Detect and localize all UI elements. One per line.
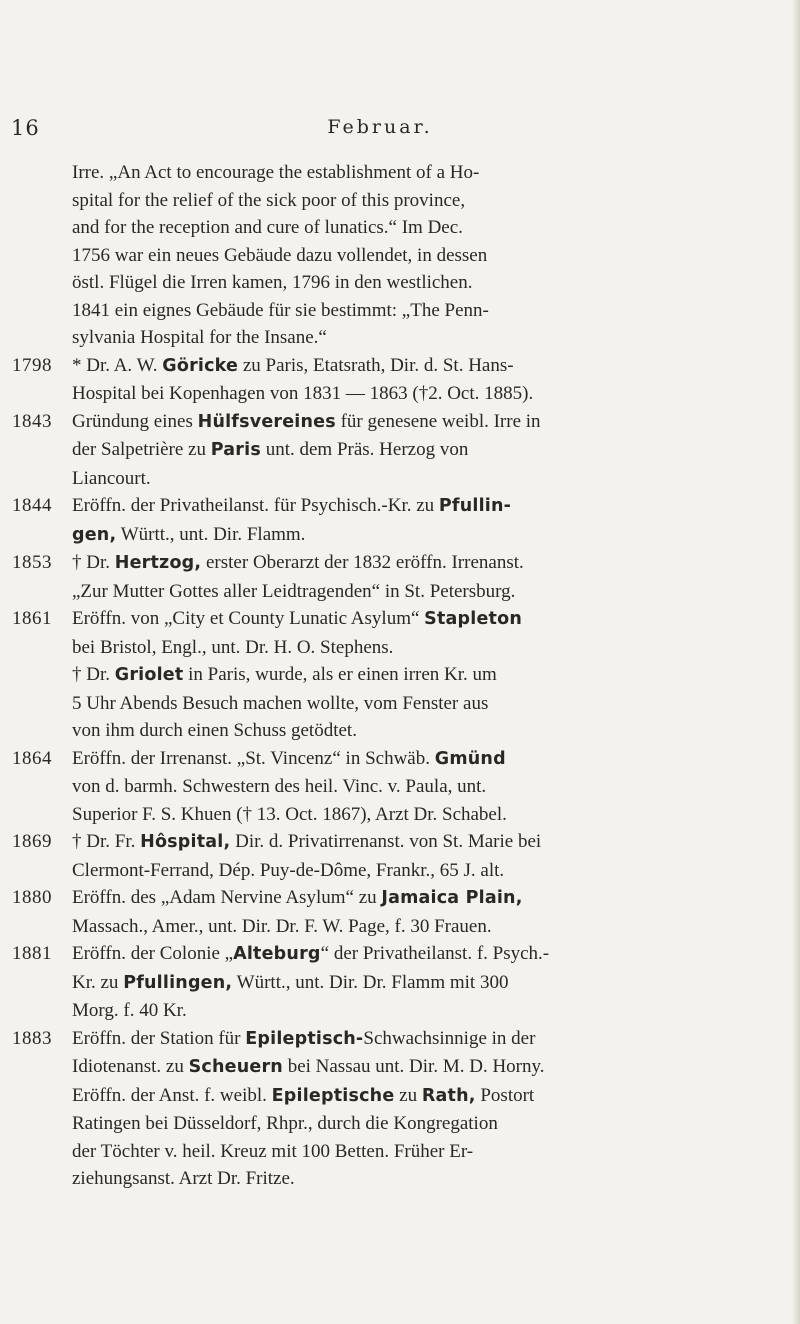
entry-year: 1843 xyxy=(12,410,52,432)
text-line: 1756 war ein neues Gebäude dazu vollendet, in dessen xyxy=(72,244,488,266)
highlighted-name: Stapleton xyxy=(424,609,522,629)
chronicle-entry xyxy=(0,940,800,1025)
highlighted-name: Hôspital, xyxy=(140,832,231,852)
entry-year: 1864 xyxy=(12,747,52,769)
text-line: Eröffn. der Privatheilanst. für Psychisch.-Kr. zu Pfullin- xyxy=(72,495,512,516)
chronicle-entry xyxy=(0,408,800,493)
highlighted-name: Jamaica Plain, xyxy=(381,888,523,908)
text-line: Eröffn. der Irrenanst. „St. Vincenz“ in Schwäb. Gmünd xyxy=(72,747,506,769)
chronicle-entry xyxy=(0,884,800,940)
text-line: Ratingen bei Düsseldorf, Rhpr., durch die Kongregation xyxy=(72,1113,498,1134)
chronicle-entry xyxy=(0,1025,800,1193)
entry-year: 1869 xyxy=(12,831,52,852)
text-line: † Dr. Fr. Hôspital, Dir. d. Privatirrenanst. von St. Marie bei xyxy=(72,831,542,852)
text-line: von ihm durch einen Schuss getödtet. xyxy=(72,720,357,741)
text-line: Hospital bei Kopenhagen von 1831 — 1863 (†2. Oct. 1885). xyxy=(72,383,534,404)
text-line: Eröffn. der Anst. f. weibl. Epileptische zu Rath, Postort xyxy=(72,1084,535,1106)
highlighted-name: Hülfsvereines xyxy=(197,411,336,432)
chronicle-entry xyxy=(0,352,800,408)
text-line: Gründung eines Hülfsvereines für genesene weibl. Irre in xyxy=(72,410,541,432)
text-line: Eröffn. der Station für Epileptisch-Schwachsinnige in der xyxy=(72,1027,536,1049)
text-line: Eröffn. von „City et County Lunatic Asylum“ Stapleton xyxy=(72,608,522,629)
text-line: Massach., Amer., unt. Dir. Dr. F. W. Page, f. 30 Frauen. xyxy=(72,915,492,937)
text-line: ziehungsanst. Arzt Dr. Fritze. xyxy=(72,1168,295,1189)
text-line: 5 Uhr Abends Besuch machen wollte, vom Fenster aus xyxy=(72,692,489,714)
highlighted-name: gen, xyxy=(72,524,117,545)
highlighted-name: Griolet xyxy=(114,665,184,685)
text-line: Eröffn. der Colonie „Alteburg“ der Privatheilanst. f. Psych.- xyxy=(72,943,550,964)
text-line: Morg. f. 40 Kr. xyxy=(72,1000,187,1021)
entry-year: 1880 xyxy=(12,887,52,908)
entry-text xyxy=(72,828,732,884)
highlighted-name: Rath, xyxy=(421,1085,476,1106)
text-line: Superior F. S. Khuen († 13. Oct. 1867), Arzt Dr. Schabel. xyxy=(72,803,507,825)
entry-year: 1861 xyxy=(12,608,52,629)
entry-year: 1798 xyxy=(12,354,52,376)
chronicle-entry xyxy=(0,745,800,829)
chronicle-entries xyxy=(0,159,800,1193)
page-number: 16 xyxy=(11,116,40,140)
running-title: Februar. xyxy=(327,116,433,138)
entry-text xyxy=(72,352,732,408)
highlighted-name: Alteburg xyxy=(233,944,321,964)
text-line: Liancourt. xyxy=(72,467,151,489)
text-line: bei Bristol, Engl., unt. Dr. H. O. Stephens. xyxy=(72,636,394,658)
entry-text xyxy=(72,605,732,745)
highlighted-name: Gmünd xyxy=(434,748,506,769)
text-line: Irre. „An Act to encourage the establishment of a Ho- xyxy=(72,162,480,183)
chronicle-entry xyxy=(0,605,800,745)
chronicle-entry xyxy=(0,159,800,352)
text-line: „Zur Mutter Gottes aller Leidtragenden“ in St. Petersburg. xyxy=(72,580,516,602)
highlighted-name: Scheuern xyxy=(188,1057,283,1077)
text-line: östl. Flügel die Irren kamen, 1796 in den westlichen. xyxy=(72,272,473,293)
text-line: † Dr. Hertzog, erster Oberarzt der 1832 eröffn. Irrenanst. xyxy=(72,552,524,573)
text-line: Clermont-Ferrand, Dép. Puy-de-Dôme, Frankr., 65 J. alt. xyxy=(72,859,505,881)
text-line: von d. barmh. Schwestern des heil. Vinc. v. Paula, unt. xyxy=(72,776,487,797)
chronicle-entry xyxy=(0,492,800,549)
entry-text xyxy=(72,492,732,549)
highlighted-name: Hertzog, xyxy=(114,553,202,573)
entry-text xyxy=(72,884,732,940)
text-line: * Dr. A. W. Göricke zu Paris, Etatsrath, Dir. d. St. Hans- xyxy=(72,354,514,376)
text-line: Idiotenanst. zu Scheuern bei Nassau unt. Dir. M. D. Horny. xyxy=(72,1056,545,1077)
entry-text xyxy=(72,940,732,1025)
text-line: spital for the relief of the sick poor of this province, xyxy=(72,189,466,211)
text-line: sylvania Hospital for the Insane.“ xyxy=(72,327,327,348)
highlighted-name: Epileptisch- xyxy=(245,1028,364,1049)
chronicle-entry xyxy=(0,549,800,605)
chronicle-entry xyxy=(0,828,800,884)
entry-year: 1853 xyxy=(12,552,52,573)
highlighted-name: Göricke xyxy=(162,355,239,376)
text-line: Kr. zu Pfullingen, Württ., unt. Dir. Dr. Flamm mit 300 xyxy=(72,971,509,993)
entry-text xyxy=(72,745,732,829)
entry-year: 1844 xyxy=(12,495,52,516)
text-line: and for the reception and cure of lunatics.“ Im Dec. xyxy=(72,217,463,238)
entry-year: 1881 xyxy=(12,943,52,964)
text-line: 1841 ein eignes Gebäude für sie bestimmt: „The Penn- xyxy=(72,299,489,321)
highlighted-name: Pfullingen, xyxy=(123,972,233,993)
entry-text xyxy=(72,1025,732,1193)
text-line: † Dr. Griolet in Paris, wurde, als er einen irren Kr. um xyxy=(72,664,497,685)
entry-text xyxy=(72,408,732,493)
text-line: der Töchter v. heil. Kreuz mit 100 Betten. Früher Er- xyxy=(72,1140,474,1162)
highlighted-name: Paris xyxy=(210,440,261,460)
text-line: der Salpetrière zu Paris unt. dem Präs. Herzog von xyxy=(72,439,469,460)
text-line: gen, Württ., unt. Dir. Flamm. xyxy=(72,523,306,545)
page-header xyxy=(0,116,800,146)
entry-year: 1883 xyxy=(12,1027,52,1049)
text-line: Eröffn. des „Adam Nervine Asylum“ zu Jamaica Plain, xyxy=(72,887,523,908)
highlighted-name: Epileptische xyxy=(271,1085,395,1106)
highlighted-name: Pfullin- xyxy=(438,496,512,516)
entry-text xyxy=(72,159,732,352)
entry-text xyxy=(72,549,732,605)
